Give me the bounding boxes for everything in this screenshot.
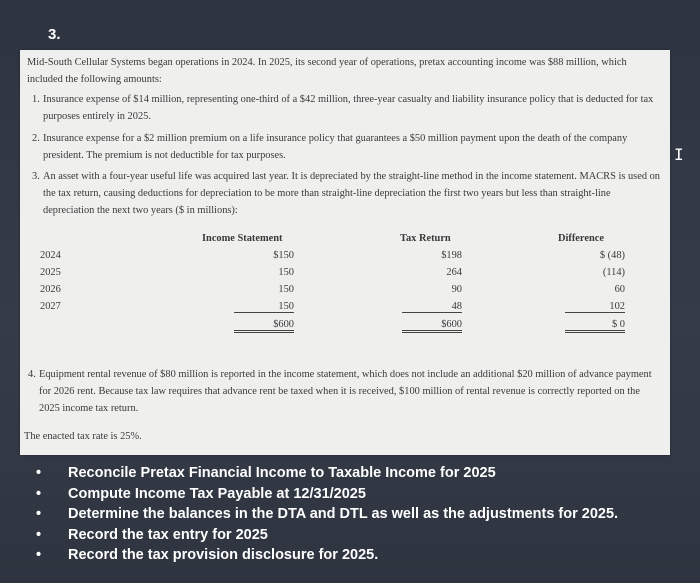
cell-tax-return: $198 — [441, 250, 462, 261]
task-text: Compute Income Tax Payable at 12/31/2025 — [68, 485, 366, 502]
item-text: Equipment rental revenue of $80 million is reported in the income statement, which does not include an additional $20 million of advance payment for 2026 rent. Because tax law requires that advance rent be taxed when it is received, $100 million of rental revenue is correctly reported on the 2025 income tax return. — [39, 369, 652, 414]
task-text: Determine the balances in the DTA and DTL as well as the adjustments for 2025. — [68, 506, 619, 522]
tax-rate-note: The enacted tax rate is 25%. — [24, 431, 142, 442]
item-number: 1. — [32, 94, 40, 105]
task-text: Reconcile Pretax Financial Income to Taxable Income for 2025 — [68, 465, 496, 481]
cell-tax-return: 48 — [402, 301, 462, 313]
problem-intro: Mid-South Cellular Systems began operations in 2024. In 2025, its second year of operations, pretax accounting income was $88 million, which included the following amounts: — [27, 57, 627, 85]
cell-difference: (114) — [602, 267, 625, 278]
list-item — [28, 366, 658, 417]
cell-difference: 102 — [565, 301, 625, 313]
header-difference: Difference — [558, 233, 604, 244]
header-tax-return: Tax Return — [400, 233, 451, 244]
total-difference: $ 0 — [565, 319, 625, 333]
cell-tax-return: 90 — [451, 284, 462, 295]
problem-card — [20, 50, 670, 455]
item-text: Insurance expense for a $2 million premium on a life insurance policy that guarantees a $50 million payment upon the death of the company president. The premium is not deductible for tax purposes. — [43, 133, 628, 161]
task-text: Record the tax provision disclosure for 2025. — [68, 547, 379, 563]
cell-difference: $ (48) — [599, 250, 625, 261]
bullet-icon: • — [36, 526, 42, 543]
item-text: An asset with a four-year useful life was acquired last year. It is depreciated by the straight-line method in the income statement. MACRS is used on the tax return, causing deductions for depreciation to be more than straight-line depreciation the first two years but less than straight-line depreciation the next two years ($ in millions): — [43, 171, 661, 216]
header-income-statement: Income Statement — [202, 233, 283, 244]
total-income-statement: $600 — [234, 319, 294, 333]
item-number: 2. — [32, 133, 40, 144]
cell-income-statement: 150 — [278, 284, 294, 295]
task-text: Record the tax entry for 2025 — [68, 526, 268, 543]
item-text: Insurance expense of $14 million, representing one-third of a $42 million, three-year casualty and liability insurance policy that is deducted for tax purposes entirely in 2025. — [43, 94, 654, 122]
total-tax-return: $600 — [402, 319, 462, 333]
bullet-icon: • — [36, 465, 42, 481]
cell-difference: 60 — [614, 284, 625, 295]
item-number: 3. — [32, 171, 40, 182]
bullet-icon: • — [36, 485, 42, 502]
cell-tax-return: 264 — [446, 267, 462, 278]
item-number: 4. — [28, 369, 36, 380]
cell-income-statement: 150 — [278, 267, 294, 278]
cell-income-statement: $150 — [273, 250, 294, 261]
row-year: 2024 — [40, 250, 61, 261]
text-cursor-icon: I — [674, 145, 684, 164]
row-year: 2025 — [40, 267, 61, 278]
bullet-icon: • — [36, 547, 42, 563]
question-number: 3. — [48, 26, 61, 43]
row-year: 2026 — [40, 284, 61, 295]
cell-income-statement: 150 — [234, 301, 294, 313]
row-year: 2027 — [40, 301, 61, 312]
bullet-icon: • — [36, 506, 42, 522]
